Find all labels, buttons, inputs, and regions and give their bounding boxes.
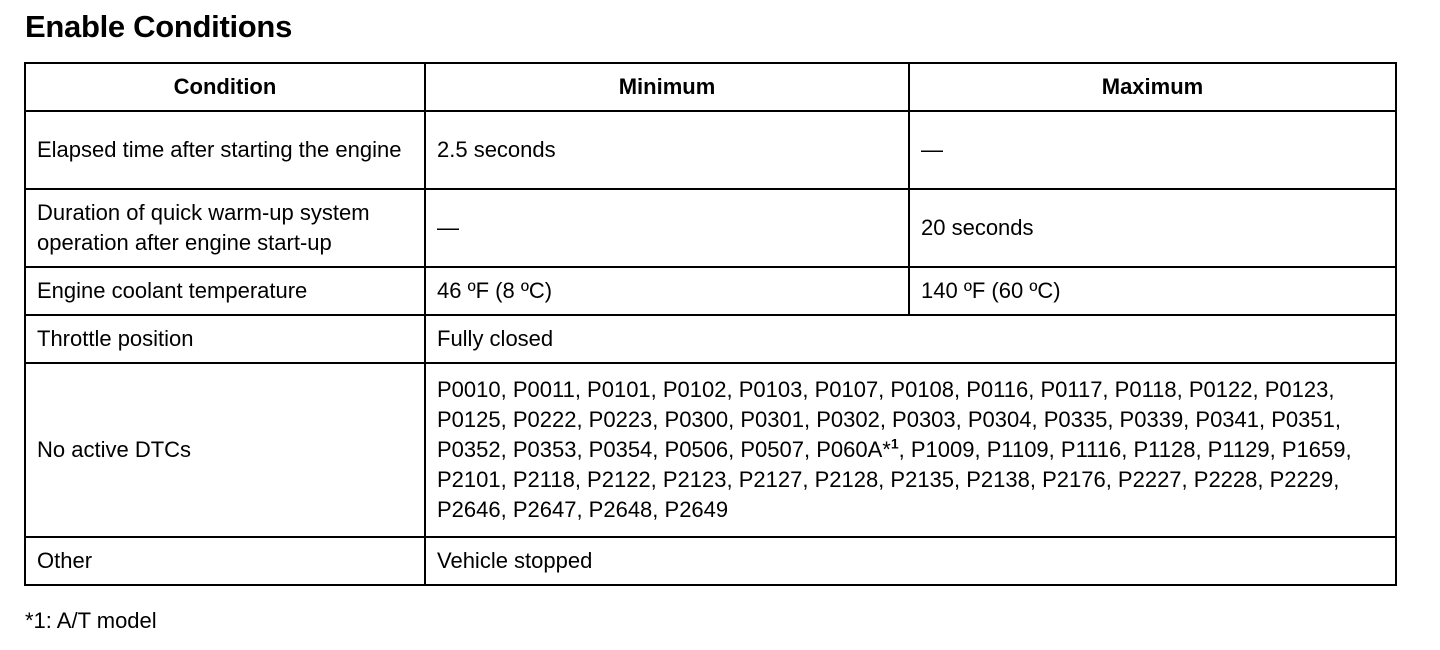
table-row (25, 363, 1396, 537)
column-header-condition: Condition (25, 63, 425, 111)
table-row (25, 111, 1396, 189)
condition-cell: Elapsed time after starting the engine (25, 111, 425, 189)
dtc-list-part-1: P0010, P0011, P0101, P0102, P0103, P0107, P0108, P0116, P0117, P0118, P0122, P0123, P0125, P0222, P0223, P0300, P0301, P0302, P0303, P0304, P0335, P0339, P0341, P0351, P0352, P0353, P0354, P0506, P0507, P060A* (437, 377, 1341, 462)
footnote: *1: A/T model (25, 608, 157, 633)
maximum-cell: 20 seconds (909, 189, 1396, 267)
table-row (25, 267, 1396, 315)
condition-cell: Other (25, 537, 425, 585)
column-header-minimum: Minimum (425, 63, 909, 111)
table-header-row (25, 63, 1396, 111)
dtc-list-cell (425, 363, 1396, 537)
footnote-marker: 1 (890, 435, 899, 452)
condition-cell: Engine coolant temperature (25, 267, 425, 315)
page-title: Enable Conditions (25, 9, 293, 44)
condition-cell: Duration of quick warm-up system operation after engine start-up (25, 189, 425, 267)
dtc-list-part-2: , P1009, P1109, P1116, P1128, P1129, P1659, P2101, P2118, P2122, P2123, P2127, P2128, P2135, P2138, P2176, P2227, P2228, P2229, P2646, P2647, P2648, P2649 (437, 437, 1352, 522)
minimum-cell: 2.5 seconds (425, 111, 909, 189)
table-row (25, 315, 1396, 363)
value-cell: Fully closed (425, 315, 1396, 363)
maximum-cell: 140 ºF (60 ºC) (909, 267, 1396, 315)
table-row (25, 189, 1396, 267)
minimum-cell: 46 ºF (8 ºC) (425, 267, 909, 315)
minimum-cell: — (425, 189, 909, 267)
column-header-maximum: Maximum (909, 63, 1396, 111)
table-row (25, 537, 1396, 585)
enable-conditions-table (24, 62, 1397, 586)
value-cell: Vehicle stopped (425, 537, 1396, 585)
maximum-cell: — (909, 111, 1396, 189)
condition-cell: Throttle position (25, 315, 425, 363)
condition-cell: No active DTCs (25, 363, 425, 537)
